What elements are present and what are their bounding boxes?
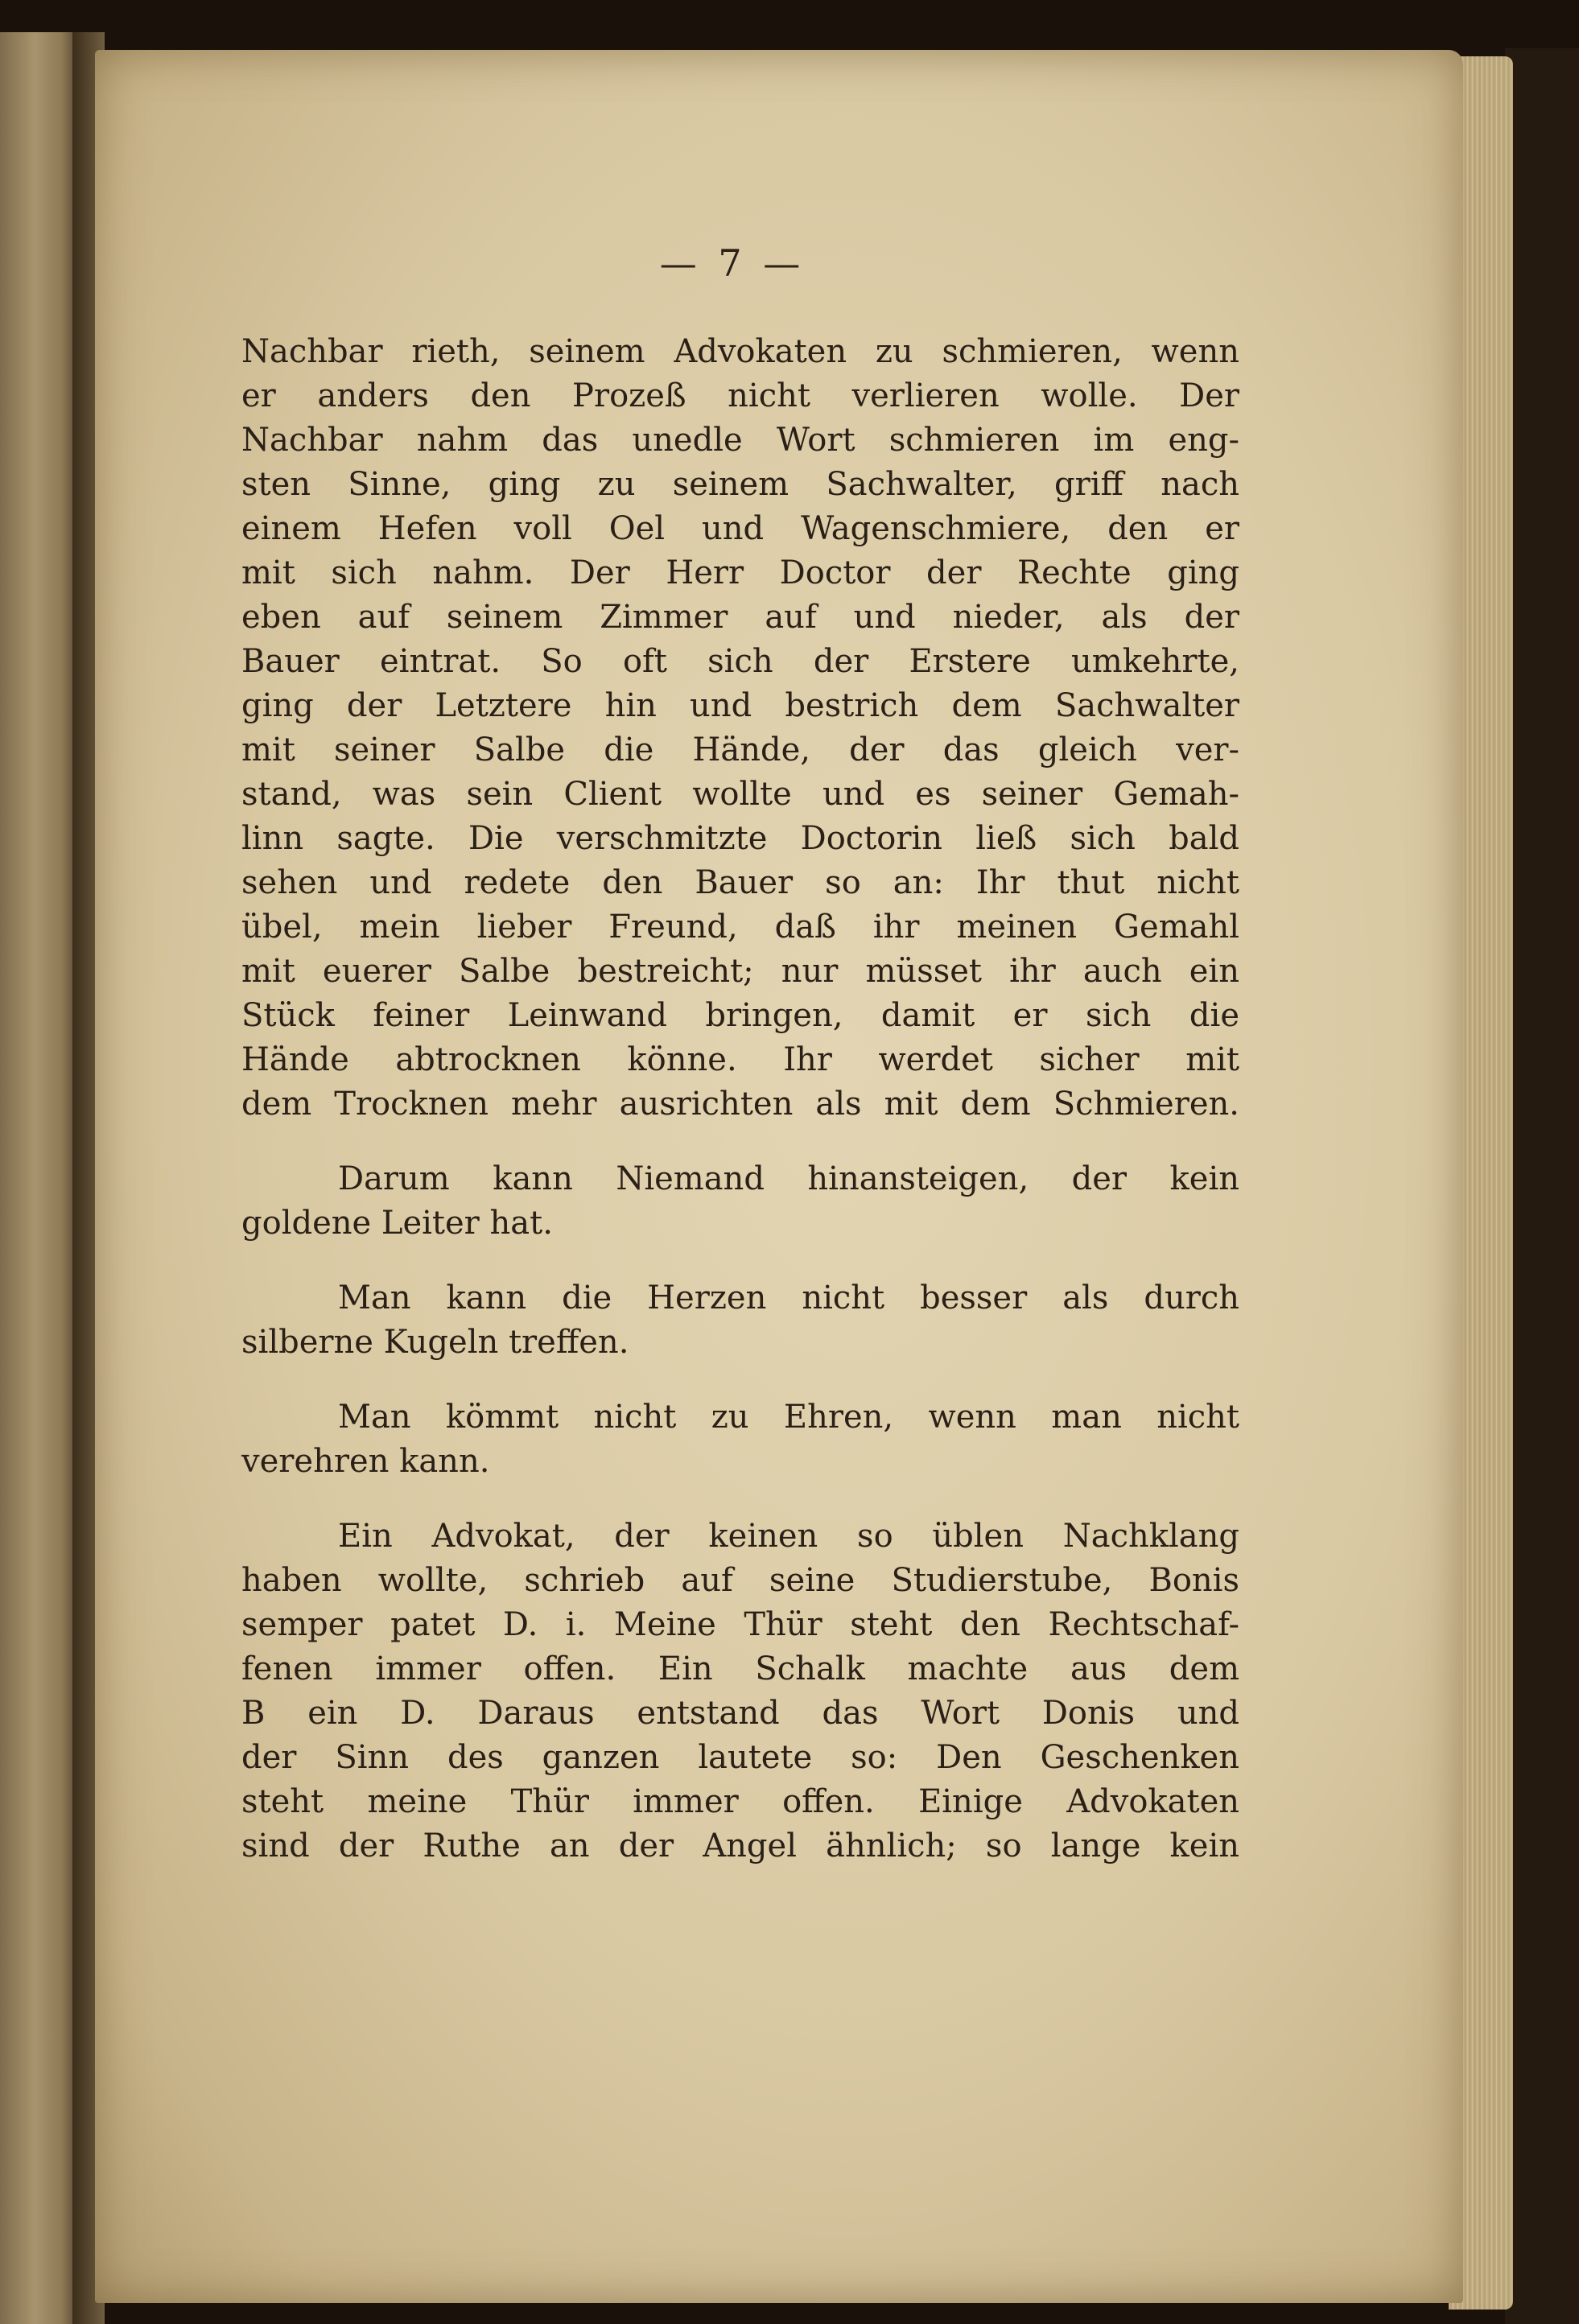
paragraph — [241, 1395, 1239, 1484]
text-line: sehen und redete den Bauer so an: Ihr thut nicht — [241, 864, 1239, 901]
text-line: semper patet D. i. Meine Thür steht den Rechtschaf- — [241, 1606, 1239, 1643]
text-line: steht meine Thür immer offen. Einige Advokaten — [241, 1783, 1239, 1820]
paragraph — [241, 1276, 1239, 1365]
text-line: ging der Letztere hin und bestrich dem Sachwalter — [241, 687, 1239, 724]
text-line: stand, was sein Client wollte und es seiner Gemah- — [241, 776, 1239, 813]
background — [1505, 48, 1579, 2324]
text-line: mit seiner Salbe die Hände, der das gleich ver- — [241, 731, 1239, 768]
text-line: goldene Leiter hat. — [241, 1205, 553, 1242]
text-line: eben auf seinem Zimmer auf und nieder, als der — [241, 599, 1239, 636]
text-line: sind der Ruthe an der Angel ähnlich; so lange kein — [241, 1827, 1239, 1865]
text-line: Ein Advokat, der keinen so üblen Nachklang — [338, 1518, 1239, 1555]
text-line: der Sinn des ganzen lautete so: Den Geschenken — [241, 1739, 1239, 1776]
text-line: Bauer eintrat. So oft sich der Erstere umkehrte, — [241, 643, 1239, 680]
paragraph — [241, 1157, 1239, 1246]
page-text — [241, 241, 1239, 1869]
previous-page-edge — [0, 32, 77, 2324]
text-line: übel, mein lieber Freund, daß ihr meinen Gemahl — [241, 909, 1239, 946]
text-line: Darum kann Niemand hinansteigen, der kein — [338, 1160, 1239, 1197]
text-line: fenen immer offen. Ein Schalk machte aus dem — [241, 1650, 1239, 1687]
text-line: B ein D. Daraus entstand das Wort Donis und — [241, 1695, 1239, 1732]
text-line: linn sagte. Die verschmitzte Doctorin ließ sich bald — [241, 820, 1239, 857]
text-line: silberne Kugeln treffen. — [241, 1324, 629, 1361]
text-line: mit euerer Salbe bestreicht; nur müsset ihr auch ein — [241, 953, 1239, 990]
paragraph — [241, 330, 1239, 1127]
text-line: Hände abtrocknen könne. Ihr werdet sicher mit — [241, 1041, 1239, 1078]
text-line: haben wollte, schrieb auf seine Studierstube, Bonis — [241, 1562, 1239, 1599]
text-line: verehren kann. — [241, 1443, 490, 1480]
text-line: sten Sinne, ging zu seinem Sachwalter, griff nach — [241, 466, 1239, 503]
text-line: Stück feiner Leinwand bringen, damit er sich die — [241, 997, 1239, 1034]
text-line: Man kann die Herzen nicht besser als durch — [338, 1279, 1239, 1317]
text-line: er anders den Prozeß nicht verlieren wolle. Der — [241, 377, 1239, 414]
text-line: dem Trocknen mehr ausrichten als mit dem Schmieren. — [241, 1086, 1239, 1123]
text-line: einem Hefen voll Oel und Wagenschmiere, den er — [241, 510, 1239, 547]
paragraph — [241, 1514, 1239, 1869]
text-line: Nachbar nahm das unedle Wort schmieren im eng- — [241, 422, 1239, 459]
text-line: mit sich nahm. Der Herr Doctor der Rechte ging — [241, 554, 1239, 591]
text-line: Nachbar rieth, seinem Advokaten zu schmieren, wenn — [241, 333, 1239, 370]
page-number: — 7 — — [659, 241, 806, 285]
text-line: Man kömmt nicht zu Ehren, wenn man nicht — [338, 1399, 1239, 1436]
